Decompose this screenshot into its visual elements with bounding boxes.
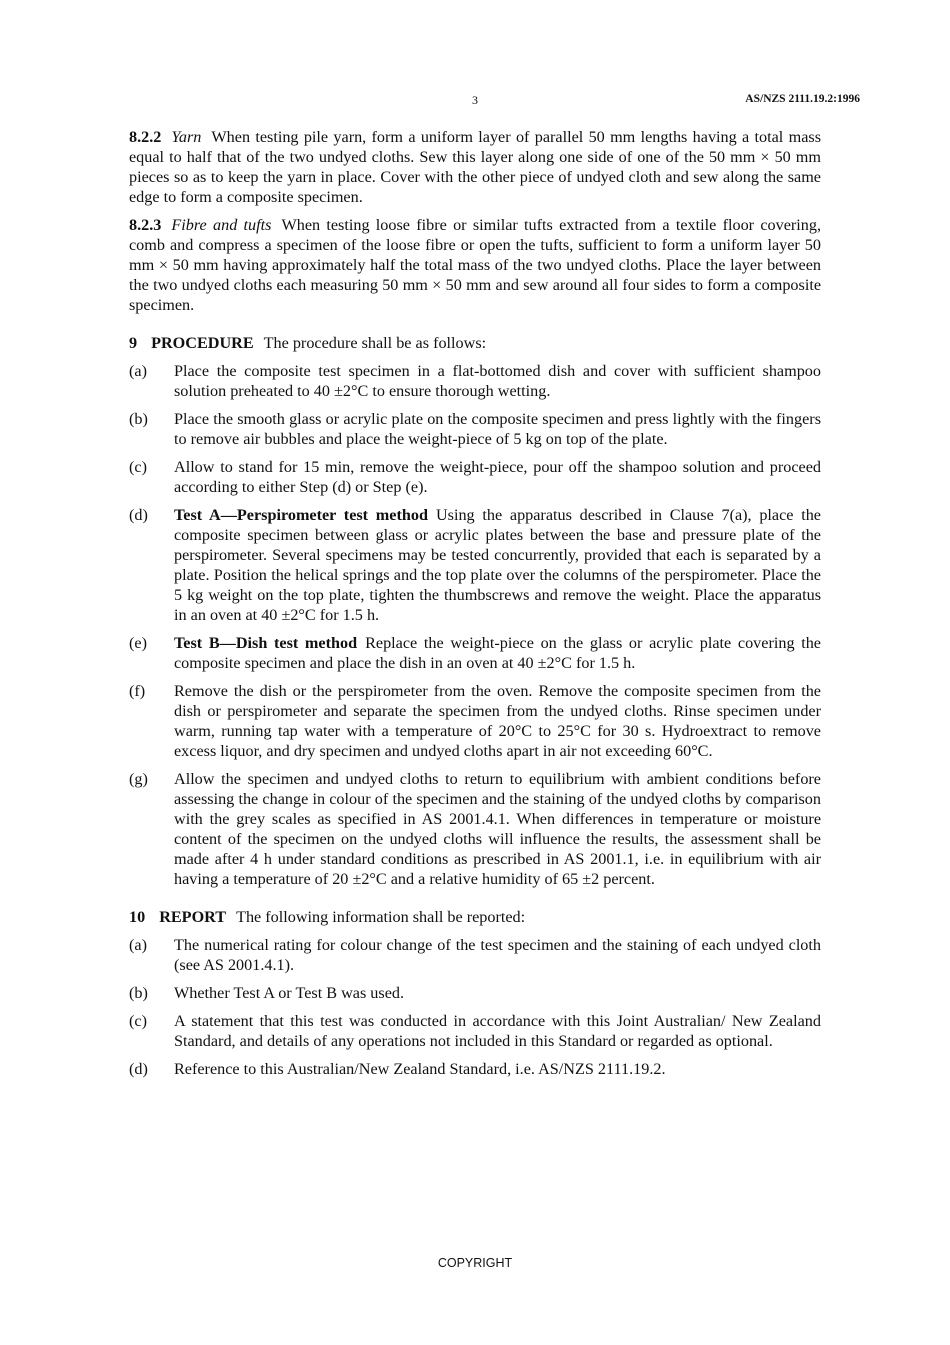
step-text: Replace the weight-piece on the glass or acrylic plate covering the composite specimen and place the dish in an oven at 40 ±2°C for 1.5 h. — [174, 634, 821, 672]
report-item-b — [129, 983, 821, 1003]
step-text: Remove the dish or the perspirometer from the oven. Remove the composite specimen from the dish or perspirometer and separate the specimen from the undyed cloths. Rinse specimen under warm, running tap water with a temperature of 20°C to 25°C for 30 s. Hydroextract to remove excess liquor, and dry specimen and undyed cloths apart in air not exceeding 60°C. — [174, 682, 821, 760]
item-label: (b) — [129, 984, 148, 1002]
step-heading: Test A—Perspirometer test method — [174, 506, 428, 524]
report-heading — [129, 907, 821, 927]
item-text: Reference to this Australian/New Zealand Standard, i.e. AS/NZS 2111.19.2. — [174, 1060, 666, 1078]
report-item-a — [129, 935, 821, 975]
step-label: (b) — [129, 410, 148, 428]
step-text: Place the smooth glass or acrylic plate on the composite specimen and press lightly with the fingers to remove air bubbles and place the weight-piece of 5 kg on top of the plate. — [174, 410, 821, 448]
step-text: Place the composite test specimen in a flat-bottomed dish and cover with sufficient shampoo solution preheated to 40 ±2°C to ensure thorough wetting. — [174, 362, 821, 400]
procedure-step-e — [129, 633, 821, 673]
step-label: (f) — [129, 682, 146, 700]
section-intro: The procedure shall be as follows: — [263, 334, 487, 352]
clause-text: When testing loose fibre or similar tufts extracted from a textile floor covering, comb and compress a specimen of the loose fibre or open the tufts, sufficient to form a uniform layer 50 mm × 50 mm having approximately half the total mass of the two undyed cloths. Place the layer between the two undyed cloths each measuring 50 mm × 50 mm and sew around all four sides to form a composite specimen. — [129, 216, 822, 314]
clause-number: 8.2.3 — [129, 216, 162, 234]
item-text: The numerical rating for colour change of the test specimen and the staining of each undyed cloth (see AS 2001.4.1). — [174, 936, 821, 974]
page-number: 3 — [472, 93, 478, 107]
procedure-step-d — [129, 505, 821, 625]
procedure-step-b — [129, 409, 821, 449]
step-text: Allow to stand for 15 min, remove the weight-piece, pour off the shampoo solution and proceed according to either Step (d) or Step (e). — [174, 458, 821, 496]
section-number: 9 — [129, 334, 138, 352]
report-item-c — [129, 1011, 821, 1051]
step-text: Using the apparatus described in Clause 7(a), place the composite specimen between glass or acrylic plates between the base and pressure plate of the perspirometer. Several specimens may be tested concurrently, provided that each is separated by a plate. Position the helical springs and the top plate over the columns of the perspirometer. Place the 5 kg weight on the top plate, tighten the thumbscrews and remove the weight. Place the apparatus in an oven at 40 ±2°C for 1.5 h. — [174, 506, 821, 624]
item-label: (d) — [129, 1060, 148, 1078]
section-title: REPORT — [159, 908, 227, 926]
clause-number: 8.2.2 — [129, 128, 162, 146]
item-label: (c) — [129, 1012, 147, 1030]
step-label: (e) — [129, 634, 147, 652]
section-number: 10 — [129, 908, 146, 926]
item-text: A statement that this test was conducted in accordance with this Joint Australian/ New Zealand Standard, and details of any operations not included in this Standard or regarded as optional. — [174, 1012, 821, 1050]
standard-identifier: AS/NZS 2111.19.2:1996 — [745, 93, 860, 105]
item-label: (a) — [129, 936, 147, 954]
step-label: (a) — [129, 362, 147, 380]
procedure-step-g — [129, 769, 821, 889]
clause-title: Fibre and tufts — [171, 216, 272, 234]
step-label: (d) — [129, 506, 148, 524]
procedure-heading — [129, 333, 821, 353]
procedure-step-c — [129, 457, 821, 497]
item-text: Whether Test A or Test B was used. — [174, 984, 405, 1002]
step-text: Allow the specimen and undyed cloths to return to equilibrium with ambient conditions before assessing the change in colour of the specimen and the staining of the undyed cloths by comparison with the grey scales as specified in AS 2001.4.1. When differences in temperature or moisture content of the specimen on the undyed cloths will influence the results, the assessment shall be made after 4 h under standard conditions as prescribed in AS 2001.1, i.e. in equilibrium with air having a temperature of 20 ±2°C and a relative humidity of 65 ±2 percent. — [174, 770, 821, 888]
report-item-d — [129, 1059, 821, 1079]
step-label: (g) — [129, 770, 148, 788]
clause-text: When testing pile yarn, form a uniform layer of parallel 50 mm lengths having a total mass equal to half that of the two undyed cloths. Sew this layer along one side of one of the 50 mm × 50 mm pieces so as to keep the yarn in place. Cover with the other piece of undyed cloth and sew along the same edge to form a composite specimen. — [129, 128, 821, 206]
section-intro: The following information shall be reported: — [236, 908, 526, 926]
section-title: PROCEDURE — [151, 334, 254, 352]
step-label: (c) — [129, 458, 147, 476]
document-body — [129, 127, 821, 1087]
step-heading: Test B—Dish test method — [174, 634, 358, 652]
copyright-footer: COPYRIGHT — [437, 1256, 513, 1270]
procedure-step-a — [129, 361, 821, 401]
clause-8-2-3 — [129, 215, 821, 315]
clause-8-2-2 — [129, 127, 821, 207]
clause-title: Yarn — [171, 128, 202, 146]
procedure-step-f — [129, 681, 821, 761]
